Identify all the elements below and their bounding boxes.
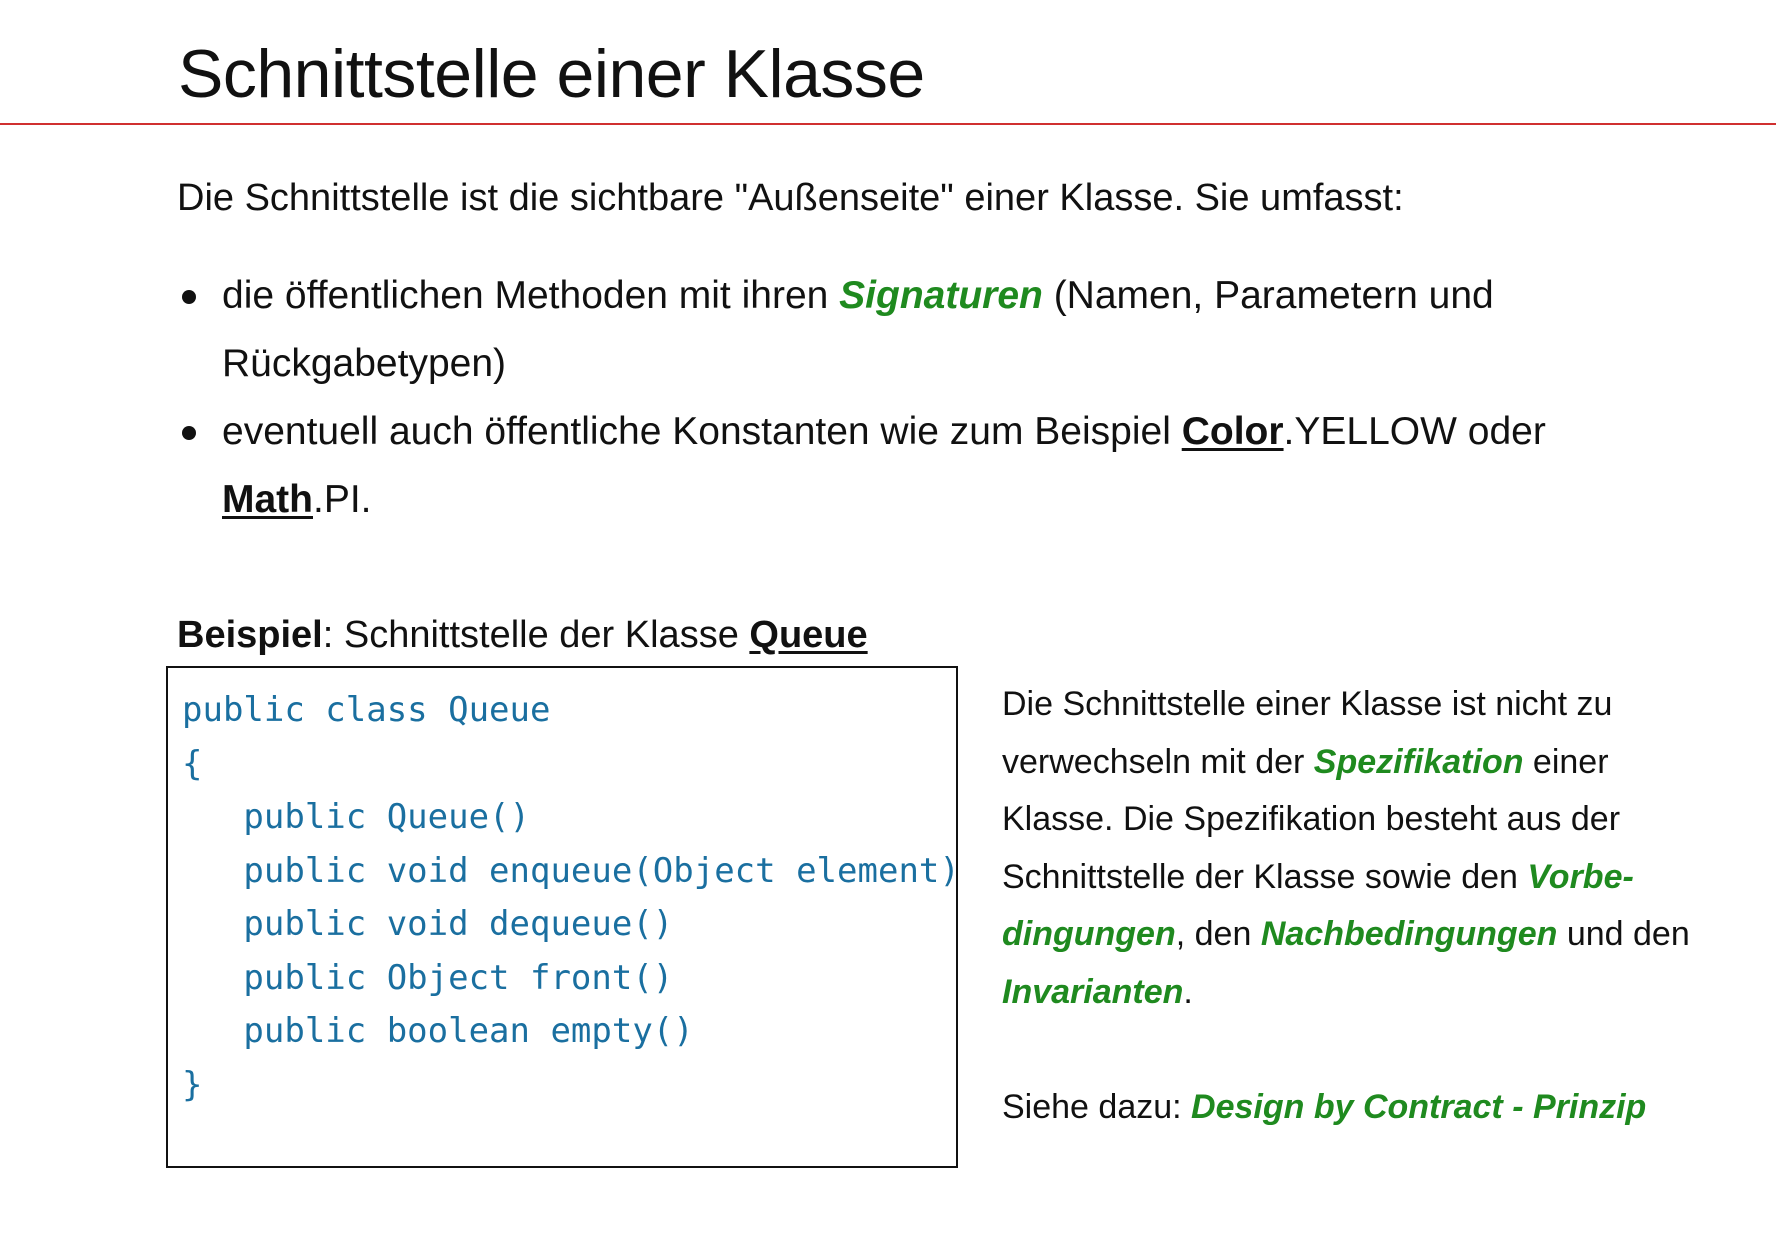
code-line: { <box>182 743 203 784</box>
bullet-item-constants <box>176 398 1676 534</box>
side-text: . <box>1183 972 1193 1011</box>
bullet-text: .PI. <box>313 478 372 521</box>
design-by-contract-link[interactable]: Design by Contract - Prinzip <box>1191 1087 1647 1126</box>
class-queue-link[interactable]: Queue <box>749 614 868 656</box>
intro-text: Die Schnittstelle ist die sichtbare "Außenseite" einer Klasse. Sie umfasst: <box>177 177 1404 219</box>
code-line: public Object front() <box>182 957 674 998</box>
term-vorbedingungen-part1: Vorbe- <box>1527 857 1634 896</box>
side-text: einer Klasse. Die Spezifikation besteht aus der Schnittstelle der Klasse sowie den <box>1002 742 1621 896</box>
side-text: , den <box>1175 915 1261 953</box>
term-signaturen: Signaturen <box>839 274 1043 317</box>
example-text: : Schnittstelle der Klasse <box>322 614 750 656</box>
bullet-text: (Namen, Parametern und Rückgabetypen) <box>222 274 1494 385</box>
code-line: public class Queue <box>182 690 551 730</box>
bullet-item-methods <box>176 262 1676 398</box>
term-invarianten: Invarianten <box>1002 972 1184 1011</box>
code-line: public boolean empty() <box>182 1011 694 1051</box>
see-also-prefix: Siehe dazu: <box>1002 1087 1192 1126</box>
code-box <box>166 666 958 1168</box>
class-math-link[interactable]: Math <box>222 478 313 521</box>
code-block <box>182 684 960 1112</box>
bullet-text: eventuell auch öffentliche Konstanten wie zum Beispiel <box>222 410 1182 453</box>
term-nachbedingungen: Nachbedingungen <box>1260 915 1558 953</box>
page-title: Schnittstelle einer Klasse <box>178 36 925 112</box>
term-spezifikation: Spezifikation <box>1313 742 1524 781</box>
paragraph-gap <box>1002 1021 1702 1079</box>
code-line: } <box>182 1064 203 1105</box>
bullet-icon <box>182 290 196 304</box>
code-line: public void dequeue() <box>182 904 674 944</box>
side-note <box>1002 676 1702 1136</box>
code-line: public void enqueue(Object element) <box>182 850 960 891</box>
bullet-icon <box>182 426 196 440</box>
side-paragraph-spec <box>1002 676 1702 1021</box>
side-text: und den <box>1557 915 1690 953</box>
side-text: Die Schnittstelle einer Klasse ist nicht zu verwechseln mit der <box>1002 685 1613 781</box>
example-label: Beispiel <box>177 614 323 656</box>
example-caption <box>177 612 868 658</box>
side-paragraph-see-also <box>1002 1079 1702 1137</box>
bullet-text: die öffentlichen Methoden mit ihren <box>222 274 840 317</box>
class-color-link[interactable]: Color <box>1181 410 1284 453</box>
term-vorbedingungen-part2: dingungen <box>1002 915 1176 953</box>
title-divider <box>0 123 1776 125</box>
bullet-list <box>176 262 1676 534</box>
code-line: public Queue() <box>182 797 530 837</box>
bullet-text: .YELLOW oder <box>1283 410 1546 453</box>
